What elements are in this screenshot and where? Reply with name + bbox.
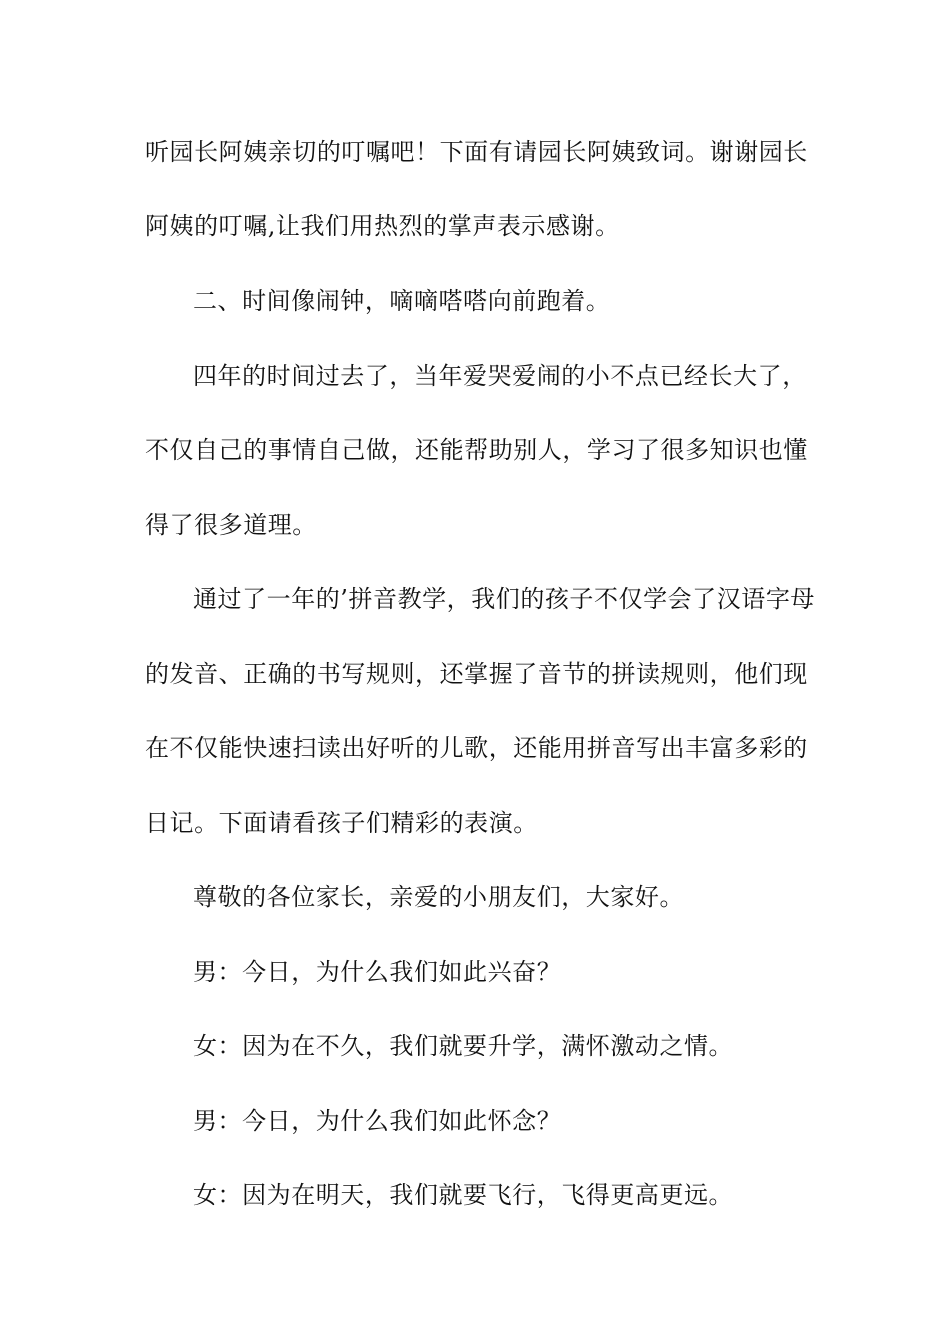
- text-line: 的发音、正确的书写规则，还掌握了音节的拼读规则，他们现: [145, 660, 808, 688]
- paragraph-line: 通过了一年的’拼音教学，我们的孩子不仅学会了汉语字母: [193, 585, 815, 613]
- text-line: 日记。下面请看孩子们精彩的表演。: [145, 809, 538, 837]
- paragraph-line: 二、时间像闹钟，嘀嘀嗒嗒向前跑着。: [193, 287, 611, 315]
- text-line: 在不仅能快速扫读出好听的儿歌，还能用拼音写出丰富多彩的: [145, 734, 808, 762]
- text-line: 阿姨的叮嘱,让我们用热烈的掌声表示感谢。: [145, 212, 620, 240]
- dialogue-line: 男：今日，为什么我们如此兴奋？: [193, 958, 562, 986]
- paragraph-line: 四年的时间过去了，当年爱哭爱闹的小不点已经长大了，: [193, 362, 807, 390]
- text-line: 得了很多道理。: [145, 511, 317, 539]
- paragraph-line: 尊敬的各位家长，亲爱的小朋友们，大家好。: [193, 883, 684, 911]
- text-line: 不仅自己的事情自己做，还能帮助别人，学习了很多知识也懂: [145, 436, 808, 464]
- dialogue-line: 女：因为在明天，我们就要飞行，飞得更高更远。: [193, 1181, 734, 1209]
- dialogue-line: 男：今日，为什么我们如此怀念？: [193, 1107, 562, 1135]
- dialogue-line: 女：因为在不久，我们就要升学，满怀激动之情。: [193, 1032, 734, 1060]
- text-line: 听园长阿姨亲切的叮嘱吧！下面有请园长阿姨致词。谢谢园长: [145, 138, 808, 166]
